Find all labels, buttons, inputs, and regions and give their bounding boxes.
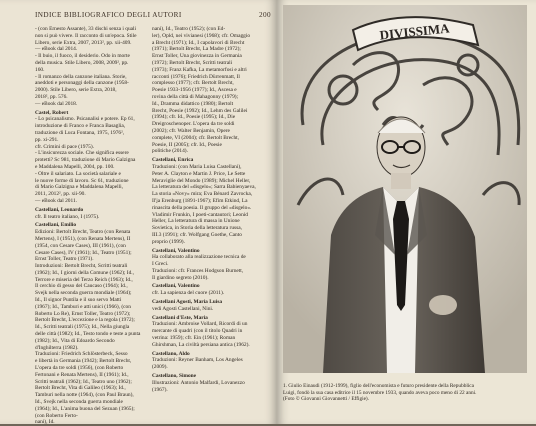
entry-line: (con Roberto Ferto- [35, 412, 78, 419]
entry-line: rinascita della poesia. Il gruppo del «disgelo». [152, 204, 252, 211]
entry-line: Castellani Agosti, Maria Luisa [152, 299, 223, 306]
bibliography-entry [35, 229, 153, 263]
entry-line: protetti? Sc 981, traduzione di Mario Galzigna [35, 157, 136, 164]
photo-caption [283, 383, 529, 403]
entry-line: III.3 (1991); cfr. Wolfgang Goethe, Canto [152, 231, 242, 238]
entry-line: cfr. La sapienza del cuore (2011). [152, 290, 225, 297]
entry-line: le nuove forme di lavoro. Sc 61, traduzione [35, 177, 129, 184]
entry-line: Peter A. Clayton e Martin J. Price, Le Sette [152, 170, 246, 177]
bibliography-entry [35, 150, 153, 170]
entry-line: mercante di quadri (con il titolo Quadri in [152, 328, 243, 335]
entry-line: L'opera da tre soldi (1956), (con Roberto [35, 365, 124, 372]
entry-line: Castellani, Emilio [35, 222, 77, 229]
author-heading [35, 207, 153, 214]
entry-line: Meraviglie del Mondo (1989); Michel Heller, [152, 177, 251, 184]
entry-line: Brecht, Poesie (1992); Id., Lehm des Galilei [152, 107, 248, 114]
index-column-left [35, 26, 153, 426]
entry-line: vedi Agosti Castellani, Nini. [152, 305, 214, 312]
entry-line: — eBook dal 2014. [35, 46, 78, 53]
entry-line: (1967); Id., Tamburi e atti unici (1966), (con [35, 303, 131, 310]
entry-line: Sovietica, in Storia della letteratura russa, [152, 225, 242, 232]
entry-line: non si può vivere. Il racconto di un'epoca. Stile [35, 32, 137, 39]
entry-line: — eBook dal 2011. [35, 197, 78, 204]
entry-line: a Brecht (1971); Id., I capolavori di Brecht [152, 39, 245, 46]
entry-line: Svejk nella seconda guerra mondiale (1964); [35, 290, 132, 297]
author-heading [152, 315, 270, 322]
entry-line: Heller, La letteratura di massa in Unione [152, 218, 240, 225]
entry-line: Ernst Toller, Una giovinezza in Germania [152, 53, 242, 60]
entry-line: Tamburi nella notte (1964), (con Paul Braun), [35, 392, 134, 399]
entry-line: Traduzioni: Reyner Banham, Los Angeles [152, 357, 243, 364]
entry-line: Introduzioni: Bertolt Brecht, Scritti teatrali [35, 263, 128, 270]
bibliography-entry [35, 74, 153, 108]
entry-line: politiche (2014). [152, 148, 188, 155]
entry-line: 160. [35, 66, 45, 73]
entry-line: vetrina: 1959); cfr. Ein (1961); Roman [152, 335, 236, 342]
entry-line: Ernst Toller, Teatro (1971). [35, 256, 94, 263]
entry-line: Castellani, Leonardo [35, 206, 84, 213]
entry-line: Mertens), I (1951), (con Renata Mertens), II [35, 235, 131, 242]
entry-line: Id., Scritti teatrali (1975); Id., Nella giungla [35, 324, 130, 331]
entry-line: Scritti teatrali (1962); Id., Teatro uno (1962); [35, 378, 132, 385]
bibliography-entry [152, 290, 270, 297]
entry-line: Castellani d'Este, Maria [152, 314, 208, 321]
author-heading [152, 351, 270, 358]
entry-line: Traduzioni: cfr. Frances Hodgson Burnett, [152, 267, 244, 274]
entry-line: Castellano, Aldo [152, 350, 190, 357]
page-header [35, 11, 271, 22]
entry-line: (2009). [152, 364, 168, 371]
entry-line: Castellani, Valentino [152, 283, 200, 290]
author-heading [152, 248, 270, 255]
entry-line: (1964); Id., L'anima buona del Sezuan (1965); [35, 405, 135, 412]
entry-line: - Lo psicanalismo. Psicanalisi e potere. Ep 61, [35, 116, 135, 123]
entry-line: Il cerchio di gesso del Caucaso (1964); Id., [35, 283, 128, 290]
entry-line: Ha collaborato alla realizzazione tecnica de [152, 254, 246, 261]
entry-line: (1994); cfr. Id., Poesie (1995); Id., Die [152, 114, 236, 121]
bibliography-entry [35, 53, 153, 73]
entry-line: Traduzioni: Ambroise Vollard, Ricordi di un [152, 321, 248, 328]
entry-line: ler), Opld, nei vivianesi (1968); cfr. Omaggio [152, 32, 251, 39]
entry-line: nani), Id. [35, 419, 55, 426]
entry-line: Edizioni: Bertolt Brecht, Teatro (con Renata [35, 229, 131, 236]
bibliography-entry [35, 116, 153, 143]
bibliography-entry [152, 357, 270, 371]
entry-line: d'Inghilterra (1982). [35, 344, 79, 351]
bibliography-entry [35, 214, 153, 221]
entry-line: Bertolt Brecht, L'eccezione e la regola (1972); [35, 317, 135, 324]
caption-line: 1. Giulio Einaudi (1912-1999), figlio dell'economista e futuro presidente della Repubblica [283, 383, 475, 389]
author-heading [152, 373, 270, 380]
entry-line: 2018², pp. 576. [35, 93, 68, 100]
entry-line: - Oltre il salariato. La società salariale e [35, 170, 121, 177]
entry-line: Fertonani e Renata Mertens), II (1961); Id., [35, 371, 129, 378]
author-heading [152, 157, 270, 164]
entry-line: e libertà in Germania (1942); Bertolt Brecht, [35, 358, 132, 365]
bibliography-entry [35, 171, 153, 205]
entry-line: della musica. Stile Libero, 2008, 2009², pp. [35, 59, 129, 66]
entry-line: Poesie, II (2005); cfr. Id., Poesie [152, 141, 222, 148]
entry-line: (1962); Id., I giorni della Comune (1962); Id., [35, 269, 134, 276]
entry-line: (2002); cfr. Walter Benjamin, Opere [152, 127, 230, 134]
entry-line: complete, VI (2004); cfr. Bertolt Brecht, [152, 134, 240, 141]
bibliography-entry [152, 380, 270, 394]
entry-line: pp. xi-291. [35, 136, 59, 143]
entry-line: Cesare Cases), IV (1961); Id., Teatro (1951); [35, 249, 132, 256]
entry-line: - (con Ernesto Assante), 33 dischi senza i quali [35, 26, 137, 32]
entry-line: di Mario Galzigna e Maddalena Mapelli, [35, 184, 124, 191]
index-column-right [152, 26, 270, 416]
entry-line: Castel, Robert [35, 109, 69, 116]
author-heading [152, 299, 270, 306]
entry-line: Castellano, Simone [152, 373, 197, 380]
entry-line: nani), Id., Teatro (1952); (con Ed- [152, 26, 226, 32]
caption-line: (Foto © Giovanni Giovannetti / Effigie). [283, 396, 370, 403]
entry-line: Traduzioni: (con Maria Luisa Castellani), [152, 163, 242, 170]
author-heading [35, 110, 153, 117]
entry-line: racconti (1976); Friedrich Dürrenmatt, Il [152, 73, 240, 80]
entry-line: I Greci. [152, 261, 169, 268]
entry-line: Il'ja Erenburg (1891-1967); Efim Etkind, La [152, 197, 248, 204]
entry-line: complesso (1977); cfr. Bertolt Brecht, [152, 80, 234, 87]
entry-line: Id., Svejk nella seconda guerra mondiale [35, 399, 123, 406]
bibliography-entry [152, 306, 270, 313]
header-title: INDICE BIBLIOGRAFICO DEGLI AUTORI [35, 11, 182, 19]
page-number: 200 [259, 11, 271, 19]
entry-line: rovina della città di Mahagonny (1979); [152, 93, 239, 100]
bibliography-entry [35, 351, 153, 426]
bibliography-entry [35, 263, 153, 351]
right-page [277, 0, 536, 424]
entry-line: Id., Il signor Puntila e il suo servo Matti [35, 297, 122, 304]
entry-line: 2011, 2012², pp. xii-90. [35, 191, 86, 198]
entry-line: Ghirshman, La civiltà persiana antica (1962). [152, 341, 250, 348]
entry-line: Castellani, Enrica [152, 157, 194, 164]
entry-line: La letteratura del «disgelo»; Sarra Babienyaeva, [152, 184, 256, 191]
entry-line: Il giardino segreto (2010). [152, 274, 209, 281]
entry-line: aneddoti e personaggi della canzone (1958- [35, 80, 129, 87]
entry-line: Vladimir Frunkin, I poeti-cantautori; Leonid [152, 211, 248, 218]
entry-line: Roberto Lo Re), Ernst Toller, Teatro (1972); [35, 310, 131, 317]
bibliography-entry [152, 164, 270, 246]
entry-line: traduzione di Luca Fontana, 1975, 1976², [35, 129, 125, 136]
entry-line: (1973); Franz Kafka, La metamorfosi e altri [152, 66, 247, 73]
entry-line: (1967). [152, 386, 168, 393]
entry-line: 2000). Stile Libero, serie Extra, 2018, [35, 87, 117, 94]
entry-line: - Il romanzo della canzone italiana. Storie, [35, 73, 127, 80]
bibliography-entry [152, 254, 270, 268]
entry-line: (1971); Bertolt Brecht, La Madre (1972); [152, 46, 241, 53]
entry-line: Terrore e miseria del Terzo Reich (1963); Id., [35, 276, 133, 283]
entry-line: Dreigroschenoper. L'opera da tre soldi [152, 121, 235, 128]
author-photo [283, 5, 527, 373]
entry-line: Id., Dramma didattico (1980); Bertolt [152, 100, 234, 107]
entry-line: Libero, serie Extra, 2007, 2013², pp. xii-409. [35, 39, 132, 46]
entry-line: Illustrazioni: Antonio Malfardi, Lovanezzo [152, 379, 245, 386]
entry-line: proprio (1999). [152, 238, 185, 245]
entry-line: (1982); Id., Vita di Edoardo Secondo [35, 337, 115, 344]
entry-line: cfr. Il teatro italiano, I (1975). [35, 213, 100, 220]
photo-illustration [283, 5, 527, 373]
entry-line: cfr. Crimini di pace (1975). [35, 143, 94, 150]
entry-line: Bertolt Brecht, Vita di Galileo (1963); Id., [35, 385, 126, 392]
entry-line: delle città (1982); Id., Testo tondo e teste a punta [35, 331, 141, 338]
entry-line: introduzione di Franco e Franca Basaglia, [35, 123, 126, 130]
bibliography-entry [35, 26, 153, 53]
banner-lettering: DIVISSIMA [378, 20, 451, 43]
entry-line: (1954, con Cesare Cases), III (1961), (con [35, 242, 126, 249]
entry-line: - Il buio, il fuoco, il desiderio. Odo in morte [35, 53, 130, 60]
entry-line: — eBook dal 2018. [35, 100, 78, 107]
bibliography-entry [152, 321, 270, 348]
entry-line: La storia «Novy» mira; Eva Bénard Zavrocka, [152, 191, 253, 198]
entry-line: Traduzioni: Friedrich Schlösterbeck, Sesso [35, 351, 128, 358]
bibliography-entry [152, 268, 270, 282]
entry-line: (1972); Bertolt Brecht, Scritti teatrali [152, 59, 233, 66]
entry-line: Poesie 1933-1956 (1977); Id., Ascesa e [152, 87, 237, 94]
entry-line: - L'insicurezza sociale. Che significa essere [35, 150, 129, 157]
entry-line: e Maddalena Mapelli, 2004, pp. 100. [35, 163, 115, 170]
entry-line: Castellani, Valentino [152, 247, 200, 254]
caption-line: Luigi, fondò la sua casa editrice il 15 novembre 1933, quando aveva poco meno di 22 anni. [283, 389, 477, 396]
bibliography-entry [152, 26, 270, 155]
